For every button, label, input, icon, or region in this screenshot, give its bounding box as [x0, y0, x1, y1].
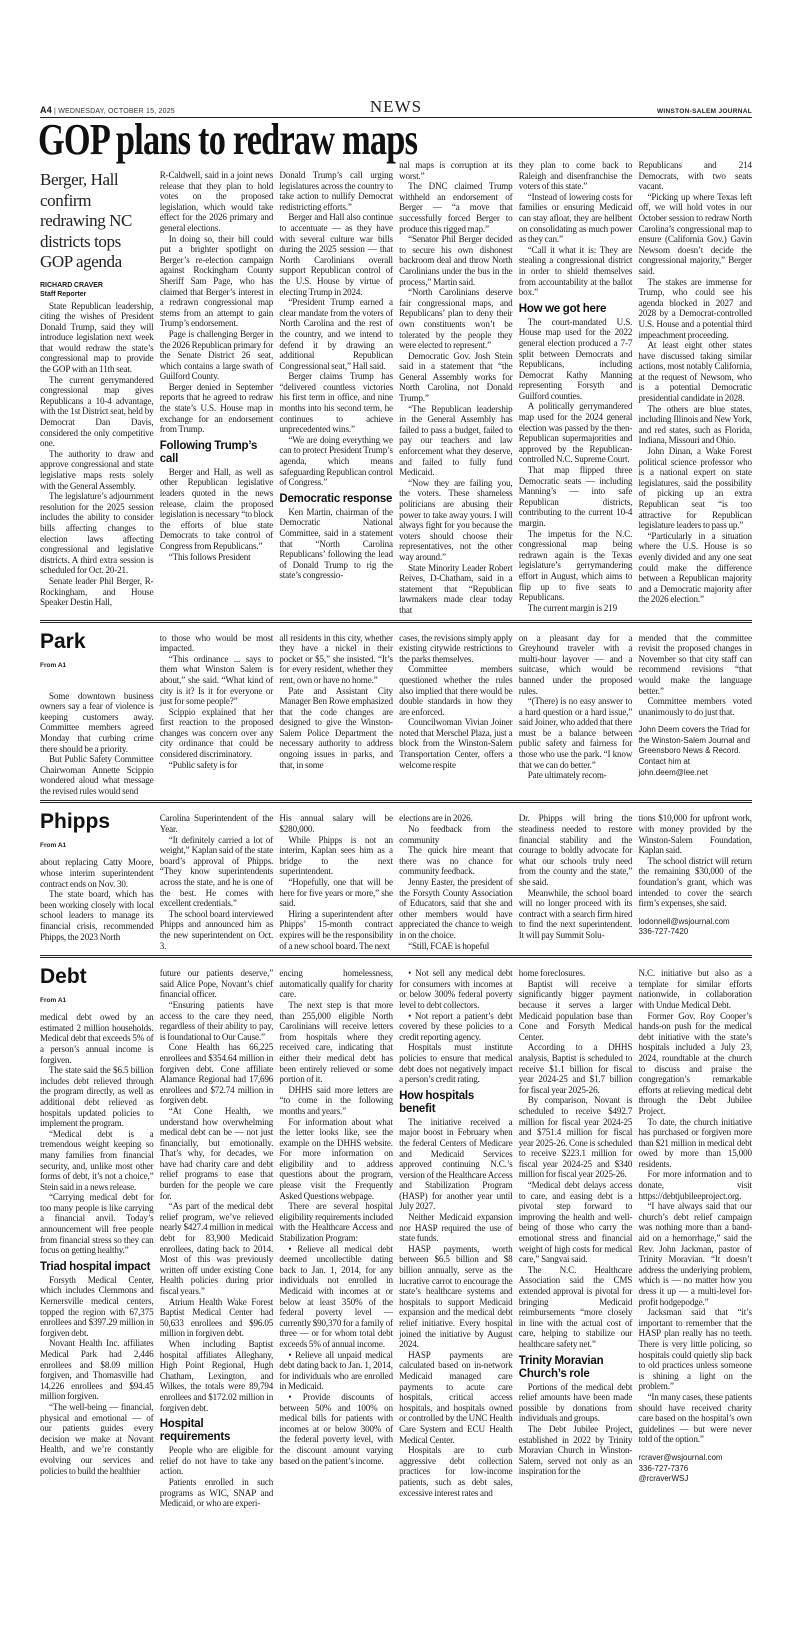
article-deck: Berger, Hall confirm redrawing NC districts tops GOP agenda: [40, 170, 132, 271]
article-paragraph: “Still, FCAE is hopeful: [408, 940, 490, 951]
article-column: [519, 968, 633, 1477]
debt-block: [40, 965, 752, 1509]
park-from-label: From A1: [40, 661, 67, 669]
issue-date: WEDNESDAY, OCTOBER 15, 2025: [58, 108, 175, 115]
article-paragraph: R-Caldwell, said in a joint news release that they plan to hold votes on the proposed legislation, which would take effect for the 2026 primary and general elections.: [159, 170, 274, 233]
article-paragraph: “The well-being — financial, physical and emotional — of our patients guides every decision we make at Novant Health, and we’re constantly evolving our services and policies to build the healthier: [40, 1401, 154, 1476]
section-divider: [40, 800, 752, 803]
article-paragraph: His annual salary will be $280,000.: [279, 813, 393, 835]
park-article: [40, 633, 752, 797]
article-paragraph: mended that the committee revisit the proposed changes in November so that city staff can recommend revisions “that would make the language better.”: [638, 632, 752, 696]
article-paragraph: The current gerrymandered congressional map gives Republicans a 10-4 advantage, with the 1st District seat, held by Democrat Dan Davis, considered the only competitive one.: [40, 374, 154, 449]
article-paragraph: “Senator Phil Berger decided to secure his own dishonest backroom deal and throw North Carolinians under the bus in the process,” Martin said.: [399, 234, 513, 287]
article-paragraph: That map flipped three Democratic seats — including Manning’s — into safe Republican districts, contributing to the current 10-4 margin.: [518, 465, 633, 528]
article-paragraph: Dr. Phipps will bring the steadiness needed to restore financial stability and the courage to boldly advocate for what our schools truly need from the county and the state,” she said.: [518, 813, 633, 888]
article-paragraph: “Ensuring patients have access to the care they need, regardless of their ability to pay, is foundational to Our Cause.”: [159, 999, 274, 1042]
article-column: [160, 968, 274, 1509]
debt-article: [40, 968, 752, 1509]
article-paragraph: Committee members voted unanimously to do just that.: [638, 696, 752, 717]
article-paragraph: Councilwoman Vivian Joiner noted that Merschel Plaza, just a block from the Winston-Salem Transportation Center, offers a welcome respite: [399, 717, 513, 770]
article-paragraph: The next step is that more than 255,000 eligible North Carolinians will receive letters from hospitals where they received care, indicating that either their medical debt has been entirely relieved or some portion of it.: [279, 999, 393, 1085]
article-paragraph: “(There) is no easy answer to a hard question or a hard issue,” said Joiner, who added that there must be a balance between public safety and fairness for those who use the park. “I know that we can do better.”: [518, 696, 633, 770]
article-paragraph: The Debt Jubilee Project, established in 2022 by Trinity Moravian Church in Winston-Salem, served not only as an inspiration for the: [518, 1423, 633, 1477]
article-paragraph: Pate and Assistant City Manager Ben Rowe emphasized that the code changes are designed to give the Winston-Salem Police Department the necessary authority to address ongoing issues in parks, and that, in some: [279, 685, 393, 770]
article-paragraph: “North Carolinians deserve fair congressional maps, and Republicans’ plan to deny their own constituents won’t be tolerated by the people they were elected to represent.”: [399, 287, 513, 351]
article-column: [160, 813, 274, 951]
article-paragraph: Patients enrolled in such programs as WIC, SNAP and Medicaid, or who are experi-: [159, 1476, 274, 1509]
article-paragraph: Scippio explained that her first reaction to the proposed changes was concern over any city ordinance that could be considered discriminatory.: [159, 706, 274, 760]
article-paragraph: Hospitals must institute policies to ensure that medical debt does not negatively impact a person’s credit rating.: [399, 1042, 513, 1085]
article-paragraph: Hospitals are to curb aggressive debt collection practices for low-income patients, such as debt sales, excessive interest rates and: [399, 1445, 513, 1498]
article-paragraph: The others are blue states, including Illinois and New York, and red states, such as Florida, Indiana, Missouri and Ohio.: [638, 403, 752, 446]
article-paragraph: Berger and Hall, as well as other Republican legislative leaders quoted in the news release, claim the proposed legislation is necessary “to block the efforts of blue state Democrats to take control of Congress from Republicans.”: [159, 466, 274, 551]
article-paragraph: home foreclosures.: [518, 968, 585, 979]
article-column: [519, 160, 633, 613]
park-jump-heading: Park: [40, 629, 86, 653]
author-contact: @rcraverWSJ: [638, 1474, 689, 1484]
article-column: [638, 160, 752, 605]
article-paragraph: on a pleasant day for a Greyhound traveler with a multi-hour layover — and a suitcase, which would be banned under the proposed rules.: [518, 632, 633, 696]
article-paragraph: Novant Health Inc. affiliates Medical Park had 2,446 enrollees and $8.09 million forgiven, and Thomasville had 14,226 enrollees and $94.45 million forgiven.: [40, 1338, 154, 1402]
article-column: [279, 968, 393, 1466]
article-subheading: Trinity Moravian Church’s role: [518, 1354, 604, 1380]
article-paragraph: Some downtown business owners say a fear of violence is keeping customers away. Committee members agreed Monday that curbing crime there should be a priority.: [40, 690, 154, 754]
byline-role: Staff Reporter: [40, 290, 87, 298]
article-paragraph: For more information and to donate, visit https://debtjubileeproject.org.: [638, 1169, 752, 1201]
article-paragraph: tions $10,000 for upfront work, with money provided by the Winston-Salem Foundation, Kaplan said.: [638, 813, 752, 856]
article-column: [399, 633, 513, 771]
article-paragraph: The DNC claimed Trump withheld an endorsement of Berger — “a move that successfully forced Berger to produce this rigged map.”: [399, 181, 513, 234]
article-column: [399, 968, 513, 1498]
article-column: [40, 633, 154, 797]
article-column: [519, 813, 633, 940]
newspaper-name: WINSTON-SALEM JOURNAL: [656, 108, 752, 115]
article-column: [399, 160, 513, 616]
article-paragraph: “It definitely carried a lot of weight,” Kaplan said of the state board’s approval of Phipps. “They know superintendents across the state, and he is one of the best. He comes with excellent credentials.”: [159, 834, 274, 909]
article-paragraph: Pate ultimately recom-: [527, 770, 607, 781]
article-paragraph: There are several hospital eligibility requirements included with the Healthcare Access and Stabilization Program:: [279, 1201, 393, 1244]
phipps-block: [40, 810, 752, 951]
article-paragraph: Hiring a superintendent after Phipps’ 15-month contract expires will be the responsibility of a new school board. The next: [279, 908, 393, 951]
article-paragraph: “Picking up where Texas left off, we will hold votes in our October session to redraw North Carolina’s congressional map to ensure (California Gov.) Gavin Newsom doesn’t decide the congressional majority,” Berger said.: [638, 191, 752, 276]
article-paragraph: “Now they are failing you, the voters. These shameless politicians are abusing their power to take away yours. I will always fight for you because the voters should choose their representatives, not the other way around.”: [399, 477, 513, 562]
page-body: [38, 115, 752, 1529]
article-paragraph: “We are doing everything we can to protect President Trump’s agenda, which means safeguarding Republican control of Congress.”: [279, 434, 393, 488]
article-paragraph: Forsyth Medical Center, which includes Clemmons and Kernersville medical centers, topped the region with 67,375 enrollees and $397.29 million in forgiven debt.: [40, 1274, 154, 1338]
article-paragraph: The current margin is 219: [527, 602, 618, 613]
article-paragraph: The state board, which has been working closely with local school leaders to manage its financial crisis, recommended Phipps, the 2023 North: [40, 889, 154, 942]
article-paragraph: But Public Safety Committee Chairwoman Annette Scippio wondered aloud what message the revised rules would send: [40, 754, 154, 796]
article-paragraph: State Republican leadership, citing the wishes of President Donald Trump, said they will introduce legislation next week that would redraw the state’s congressional map to provide the GOP with an 11th seat.: [40, 300, 154, 375]
article-paragraph: To date, the church initiative has purchased or forgiven more than $21 million in medical debt owed by more than 15,000 residents.: [638, 1116, 752, 1169]
article-paragraph: The initiative received a major boost in February when the federal Centers of Medicare and Medicaid Services approved continuing N.C.’s version of the Healthcare Access and Stabilization Program (HASP) for another year until July 2027.: [399, 1116, 513, 1212]
article-paragraph: “This follows President: [168, 551, 251, 562]
article-paragraph: Ken Martin, chairman of the Democratic National Committee, said in a statement that “North Carolina Republicans’ following the lead of Donald Trump to rig the state’s congressio-: [279, 506, 393, 581]
article-paragraph: Atrium Health Wake Forest Baptist Medical Center had 50,633 enrollees and $96.05 million in forgiven debt.: [159, 1296, 274, 1339]
article-paragraph: future our patients deserve,” said Alice Pope, Novant’s chief financial officer.: [159, 968, 274, 1000]
article-paragraph: Page is challenging Berger in the 2026 Republican primary for the Senate District 26 seat, which contains a large swath of Guilford County.: [159, 328, 274, 382]
article-paragraph: According to a DHHS analysis, Baptist is scheduled to receive $1.1 billion for fiscal year 2024-25 and $1.7 billion for fiscal year 2025-26.: [518, 1042, 633, 1095]
article-paragraph: The stakes are immense for Trump, who could see his agenda blocked in 2027 and 2028 by a Democrat-controlled U.S. House and a potential third impeachment proceeding.: [638, 276, 752, 340]
article-paragraph: “Medical debt is a tremendous weight keeping so many families from financial security, and, unlike most other forms of debt, it’s not a choice,” Stein said in a news release.: [40, 1128, 154, 1192]
article-paragraph: • Provide discounts of between 50% and 100% on medical bills for patients with incomes at or below 300% of the federal poverty level, with the discount amount varying based on the patient’s income.: [279, 1391, 393, 1466]
phipps-jump-heading: Phipps: [40, 810, 111, 834]
article-paragraph: John Dinan, a Wake Forest political science professor who is a national expert on state legislatures, said the possibility of picking up an extra Republican seat “is too attractive for Republican legislature leaders to pass up.”: [638, 446, 752, 531]
article-paragraph: Senate leader Phil Berger, R-Rockingham, and House Speaker Destin Hall,: [40, 575, 154, 608]
article-column: [160, 633, 274, 771]
article-column: [40, 160, 154, 608]
article-paragraph: The quick hire meant that there was no chance for community feedback.: [399, 845, 513, 877]
article-paragraph: The school district will return the remaining $30,000 of the foundation’s grant, which was intended to cover the search firm’s expenses, she said.: [638, 855, 752, 909]
article-paragraph: HASP payments are calculated based on in-network Medicaid managed care payments to acute care hospitals, critical access hospitals, and hospitals owned or controlled by the UNC Health Care System and ECU Health Medical Center.: [399, 1349, 513, 1445]
article-paragraph: “As part of the medical debt relief program, we’ve relieved nearly $427.4 million in medical debt for 83,900 Medicaid enrollees, dating back to 2014. Most of this was previously written off under existing Cone Health policies during prior fiscal years.”: [159, 1201, 274, 1296]
article-column: [160, 160, 274, 562]
debt-jump-heading: Debt: [40, 965, 87, 989]
article-subheading: How we got here: [518, 302, 607, 315]
author-contact: 336-727-7376: [638, 1463, 689, 1473]
author-contact: John Deem covers the Triad for the Winston-Salem Journal and Greensboro News & Record. Contact him at john.deem@lee.net: [638, 725, 751, 777]
article-subheading: How hospitals benefit: [399, 1089, 475, 1115]
article-paragraph: Cone Health has 66,225 enrollees and $354.64 million in forgiven debt. Cone affiliate Alamance Regional had 17,696 enrollees and $72.74 million in forgiven debt.: [159, 1042, 274, 1106]
article-paragraph: The state said the $6.5 billion includes debt relieved through the program directly, as well as additional debt relieved as hospitals updated policies to implement the program.: [40, 1065, 154, 1129]
article-paragraph: Carolina Superintendent of the Year.: [159, 813, 274, 835]
article-paragraph: When including Baptist hospital affiliates Alleghany, High Point Regional, Hugh Chatham, Lexington, and Wilkes, the totals were 89,794 enrollees and $172.02 million in forgiven debt.: [159, 1338, 274, 1413]
section-name: NEWS: [369, 97, 423, 116]
article-paragraph: At least eight other states have discussed taking similar actions, most notably California, at the request of Newsom, who is a potential Democratic presidential candidate in 2028.: [638, 340, 752, 404]
article-subheading: Triad hospital impact: [40, 1260, 151, 1273]
article-paragraph: • Not report a patient’s debt covered by these policies to a credit reporting agency.: [399, 1010, 513, 1042]
article-paragraph: • Relieve all medical debt deemed uncollectible dating back to Jan. 1, 2014, for any individuals not enrolled in Medicaid with incomes at or below at least 350% of the federal poverty level — currently $90,370 for a family of three — or for whom total debt exceeds 5% of annual income.: [279, 1243, 393, 1349]
article-paragraph: they plan to come back to Raleigh and disenfranchise the voters of this state.”: [518, 160, 633, 192]
article-paragraph: “At Cone Health, we understand how overwhelming medical debt can be — not just financially, but emotionally. That’s why, for decades, we have had charity care and debt relief programs to ease that burden for the people we care for.: [159, 1105, 274, 1201]
article-paragraph: to those who would be most impacted.: [159, 632, 274, 654]
article-column: [279, 813, 393, 951]
article-paragraph: Jenny Easter, the president of the Forsyth County Association of Educators, said that she and other members would have appreciated the chance to weigh in on the choice.: [399, 877, 513, 940]
article-paragraph: “Call it what it is: They are stealing a congressional district in order to shield themselves from accountability at the ballot box.”: [518, 244, 633, 298]
article-paragraph: Democratic Gov. Josh Stein said in a statement that “the General Assembly works for North Carolina, not Donald Trump.”: [399, 350, 513, 404]
article-paragraph: No feedback from the community: [399, 824, 513, 845]
article-paragraph: The impetus for the N.C. congressional map being redrawn again is the Texas legislature’s gerrymandering effort in August, which aims to flip up to five seats to Republicans.: [518, 528, 633, 603]
article-column: [638, 968, 752, 1485]
article-column: [279, 633, 393, 771]
article-paragraph: nal maps is corruption at its worst.”: [399, 160, 513, 181]
article-paragraph: Berger claims Trump has “delivered countless victories his first term in office, and nine months into his second term, he continues to achieve unprecedented wins.”: [279, 371, 393, 435]
article-column: [638, 813, 752, 938]
byline: RICHARD CRAVER: [40, 281, 103, 289]
author-contact: 336-727-7420: [638, 927, 689, 937]
page-number: A4: [40, 105, 52, 115]
article-paragraph: While Phipps is not an interim, Kaplan sees him as a bridge to the next superintendent.: [279, 834, 393, 877]
article-paragraph: “I have always said that our church’s debt relief campaign was nothing more than a band-aid on a hemorrhage,” said the Rev. John Jackman, pastor of Trinity Moravian. “It doesn’t address the underlying problem, which is — no matter how you dress it up — a multi-level for-profit hodgepodge.”: [638, 1201, 752, 1307]
article-paragraph: “Hopefully, one that will be here for five years or more,” she said.: [279, 877, 393, 909]
article-paragraph: “Public safety is for: [168, 759, 238, 770]
article-paragraph: Portions of the medical debt relief amounts have been made possible by donations from individuals and groups.: [518, 1381, 633, 1424]
section-divider: [40, 955, 752, 958]
article-paragraph: “Instead of lowering costs for families or ensuring Medicaid can stay afloat, they are hellbent on consolidating as much power as they can.”: [518, 191, 633, 245]
article-paragraph: DHHS said more letters are “to come in the following months and years.”: [279, 1084, 393, 1116]
article-paragraph: “Medical debt delays access to care, and easing debt is a pivotal step forward to improving the health and well-being of those who carry the emotional stress and financial weight of high costs for medical care,” Sangvai said.: [518, 1180, 633, 1265]
article-paragraph: • Not sell any medical debt for consumers with incomes at or below 300% federal poverty level to debt collectors.: [399, 968, 513, 1010]
phipps-article: [40, 813, 752, 951]
main-headline: GOP plans to redraw maps: [38, 115, 418, 164]
article-paragraph: The N.C. Healthcare Association said the CMS extended approval is pivotal for bringing Medicaid reimbursements “more closely in line with the actual cost of care, helping to stabilize our healthcare safety net.”: [518, 1264, 633, 1349]
article-paragraph: “Carrying medical debt for too many people is like carrying a financial anvil. Today’s announcement will free people from financial stress so they can focus on getting healthy.”: [40, 1192, 154, 1256]
article-paragraph: “Particularly in a situation where the U.S. House is so evenly divided and any one seat could make the difference between a Republican majority and a Democratic majority after the 2026 election.”: [638, 530, 752, 605]
article-column: [279, 160, 393, 581]
main-article-block: [38, 115, 752, 616]
article-column: [40, 968, 154, 1476]
article-paragraph: all residents in this city, whether they have a nickel in their pocket or $5,” she insisted. “It’s for every resident, whether they rent, own or have no home.”: [279, 632, 393, 685]
article-paragraph: The legislature’s adjournment resolution for the 2025 session includes the ability to consider bills affecting changes to election laws affecting congressional and legislative districts. A third extra session is scheduled for Oct. 20-21.: [40, 491, 154, 576]
article-paragraph: Baptist will receive a significantly bigger payment because it serves a larger Medicaid population base than Cone and Forsyth Medical Center.: [518, 978, 633, 1042]
article-paragraph: A politically gerrymandered map used for the 2024 general election was passed by the then-Republican supermajorities and approved by the Republican-controlled N.C. Supreme Court.: [518, 401, 633, 465]
article-paragraph: State Minority Leader Robert Reives, D-Chatham, said in a statement that “Republican lawmakers made clear today that: [399, 562, 513, 615]
article-paragraph: “This ordinance ... says to them what Winston Salem is about,” she said. “What kind of city is it? Is it for everyone or just for some people?”: [159, 653, 274, 707]
article-column: [519, 633, 633, 781]
article-paragraph: elections are in 2026.: [399, 813, 473, 824]
article-paragraph: Neither Medicaid expansion nor HASP required the use of state funds.: [399, 1212, 513, 1244]
article-paragraph: about replacing Catty Moore, whose interim superintendent contract ends on Nov. 30.: [40, 857, 154, 889]
article-subheading: Following Trump’s call: [159, 439, 258, 465]
main-article: [40, 160, 752, 616]
author-contact: lodonnell@wsjournal.com: [638, 916, 730, 926]
park-block: [40, 629, 752, 797]
article-paragraph: Berger and Hall also continue to accentuate — as they have with several culture war bills during the 2025 session — that North Carolinians overall support Republican control of the U.S. House by virtue of electing Trump in 2024.: [279, 212, 393, 297]
article-paragraph: HASP payments, worth between $6.5 billion and $8 billion annually, serve as the lucrative carrot to encourage the state’s healthcare systems and hospitals to support Medicaid expansion and the medical debt relief initiative. Every hospital joined the initiative by August 2024.: [399, 1243, 513, 1350]
author-contact: rcraver@wsjournal.com: [638, 1452, 723, 1462]
article-paragraph: People who are eligible for relief do not have to take any action.: [159, 1445, 274, 1477]
section-divider: [40, 620, 752, 623]
article-paragraph: cases, the revisions simply apply existing citywide restrictions to the parks themselves.: [399, 632, 513, 664]
article-paragraph: By comparison, Novant is scheduled to receive $492.7 million for fiscal year 2024-25 and $751.4 million for fiscal year 2025-26. Cone is scheduled to receive $223.1 million for fiscal year 2024-25 and $340 million for fiscal year 2025-26.: [518, 1095, 633, 1180]
article-paragraph: “The Republican leadership in the General Assembly has failed to pass a budget, failed to pay our teachers and law enforcement what they deserve, and failed to fully fund Medicaid.: [399, 403, 513, 478]
article-paragraph: In doing so, their bill could put a brighter spotlight on Berger’s re-election campaign against Rockingham County Sheriff Sam Page, who has claimed that Berger’s interest in a redrawn congressional map stems from an attempt to gain Trump’s endorsement.: [159, 233, 274, 329]
article-paragraph: Committee members questioned whether the rules also implied that there would be double standards in how they are enforced.: [399, 664, 513, 717]
article-paragraph: N.C. initiative but also as a template for similar efforts nationwide, in collaboration with Undue Medical Debt.: [638, 968, 752, 1010]
article-subheading: Democratic response: [279, 492, 393, 505]
article-paragraph: “In many cases, these patients should have received charity care based on the hospital’s own guidelines — but were never told of the option.”: [638, 1391, 752, 1445]
article-paragraph: Jacksman said that “it’s important to remember that the HASP plan really has no teeth. There is very little policing, so hospitals could quietly slip back to old practices unless someone is shining a light on the problem.”: [638, 1307, 752, 1392]
article-column: [638, 633, 752, 779]
article-paragraph: medical debt owed by an estimated 2 million households. Medical debt that exceeds 5% of a person’s annual income is forgiven.: [40, 1012, 154, 1065]
article-subheading: Hospital requirements: [159, 1418, 231, 1444]
phipps-from-label: From A1: [40, 842, 67, 850]
page-info: A4 | WEDNESDAY, OCTOBER 15, 2025: [40, 105, 175, 115]
article-paragraph: • Relieve all unpaid medical debt dating back to Jan. 1, 2014, for individuals who are enrolled in Medicaid.: [279, 1349, 393, 1392]
article-paragraph: The authority to draw and approve congressional and state legislative maps rests solely with the General Assembly.: [40, 448, 154, 491]
article-paragraph: The school board interviewed Phipps and announced him as the new superintendent on Oct. 3.: [159, 908, 274, 951]
article-paragraph: “President Trump earned a clear mandate from the voters of North Carolina and the rest of the country, and we intend to defend it by drawing an additional Republican Congressional seat,” Hall said.: [279, 297, 393, 371]
article-paragraph: Meanwhile, the school board will no longer proceed with its contract with a search firm hired to find the next superintendent. It will pay Summit Solu-: [518, 887, 633, 940]
article-paragraph: encing homelessness, automatically qualify for charity care.: [279, 968, 393, 1000]
debt-from-label: From A1: [40, 997, 67, 1005]
article-paragraph: The court-mandated U.S. House map used for the 2022 general election produced a 7-7 split between Democrats and Republicans, including Democrat Kathy Manning representing Forsyth and Guilford counties.: [518, 316, 633, 401]
article-paragraph: Berger denied in September reports that he agreed to redraw the state’s U.S. House map in exchange for an endorsement from Trump.: [159, 381, 274, 435]
article-paragraph: For information about what the letter looks like, see the example on the DHHS website. For more information on eligibility and to address questions about the program, please visit the Frequently Asked Questions webpage.: [279, 1116, 393, 1201]
article-paragraph: Donald Trump’s call urging legislatures across the country to take action to nullify Democrat redistricting efforts.”: [279, 170, 393, 212]
article-paragraph: Former Gov. Roy Cooper’s hands-on push for the medical debt initiative with the state’s hospitals included a July 23, 2024, roundtable at the church to discuss and praise the congregation’s remarkable efforts at relieving medical debt through the Debt Jubilee Project.: [638, 1010, 752, 1116]
article-paragraph: Republicans and 214 Democrats, with two seats vacant.: [638, 160, 752, 192]
article-column: [399, 813, 513, 951]
